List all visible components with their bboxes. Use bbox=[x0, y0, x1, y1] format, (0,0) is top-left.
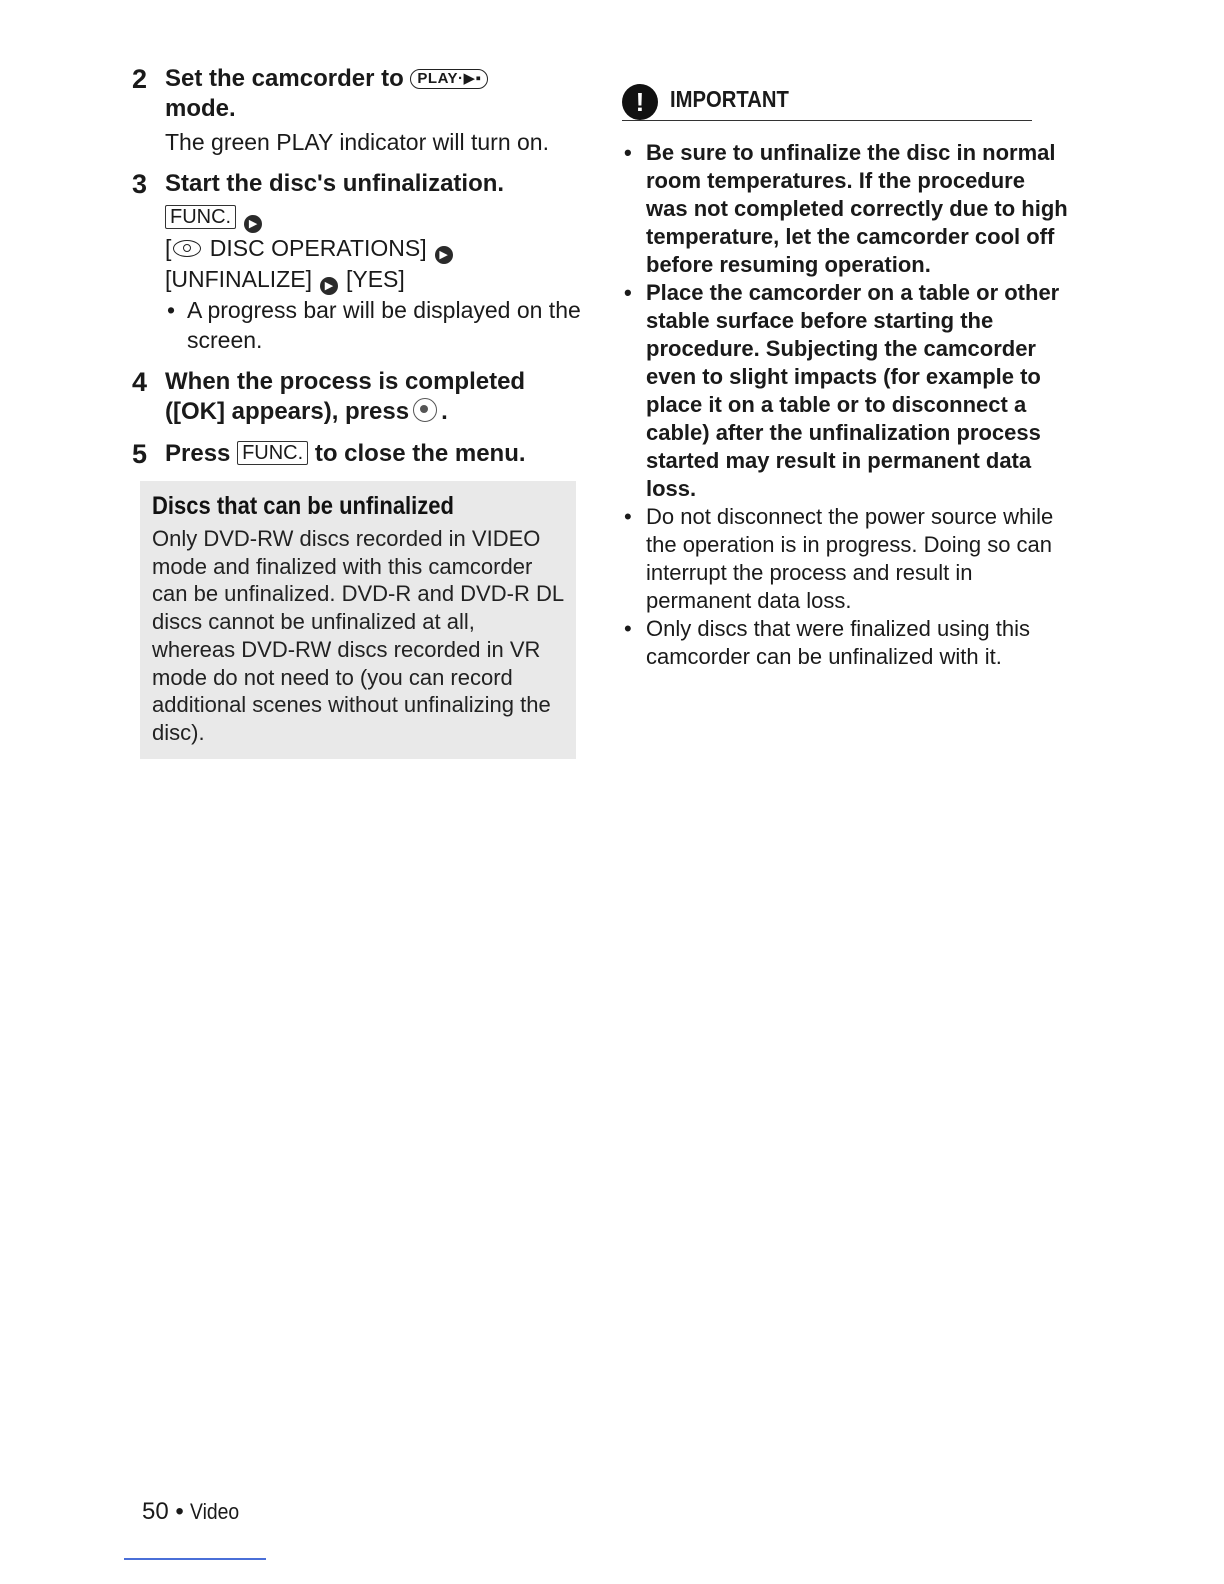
step-title: Press FUNC. to close the menu. bbox=[165, 440, 526, 467]
step-4 bbox=[132, 367, 587, 427]
joystick-icon bbox=[413, 398, 437, 422]
step-number: 4 bbox=[132, 367, 148, 397]
arrow-right-icon: ▶ bbox=[435, 246, 453, 264]
step-title: When the process is completed ([OK] appears), press . bbox=[165, 368, 526, 425]
list-item: • Do not disconnect the power source while the operation is in progress. Doing so can interrupt the process and result in permanent data loss. bbox=[622, 503, 1072, 615]
list-item: • Only discs that were finalized using this camcorder can be unfinalized with it. bbox=[622, 615, 1072, 671]
left-column bbox=[132, 64, 587, 481]
func-button-label: FUNC. bbox=[237, 441, 308, 465]
page-number: 50 bbox=[142, 1498, 169, 1525]
section-name: Video bbox=[190, 1499, 240, 1524]
list-item: • Place the camcorder on a table or other stable surface before starting the procedure. Subjecting the camcorder even to slight impacts (for example to place it on a table or to disconnect a cable) after the unfinalization process started may result in permanent data loss. bbox=[622, 279, 1072, 503]
important-list bbox=[622, 139, 1072, 671]
important-header bbox=[622, 80, 1032, 121]
list-item: • Be sure to unfinalize the disc in normal room temperatures. If the procedure was not completed correctly due to high temperature, let the camcorder cool off before resuming operation. bbox=[622, 139, 1072, 279]
list-item: • A progress bar will be displayed on the screen. bbox=[165, 295, 587, 355]
footer-rule bbox=[124, 1558, 266, 1560]
right-column bbox=[622, 80, 1072, 671]
step-2 bbox=[132, 64, 587, 157]
footer-bullet: • bbox=[175, 1498, 191, 1525]
step-number: 5 bbox=[132, 439, 148, 469]
menu-path: FUNC. ▶ [ DISC OPERATIONS] ▶ [UNFINALIZE] ▶ [YES] • A progress bar will be displayed on the screen. bbox=[165, 202, 587, 355]
disc-icon bbox=[173, 240, 201, 257]
note-title: Discs that can be unfinalized bbox=[152, 492, 454, 520]
play-mode-icon: PLAY·▶▪ bbox=[410, 69, 488, 89]
note-box bbox=[140, 481, 576, 759]
arrow-right-icon: ▶ bbox=[244, 215, 262, 233]
step-title: Start the disc's unfinalization. bbox=[165, 170, 505, 197]
exclamation-icon: ! bbox=[622, 84, 658, 120]
step-title: Set the camcorder to PLAY·▶▪ mode. bbox=[165, 64, 587, 124]
note-text: Only DVD-RW discs recorded in VIDEO mode and finalized with this camcorder can be unfinalized. DVD-R and DVD-R DL discs cannot be unfinalized at all, whereas DVD-RW discs recorded in VR mode do not need to (you can record additional scenes without unfinalizing the disc). bbox=[152, 526, 564, 745]
func-button-label: FUNC. bbox=[165, 205, 236, 229]
important-label: IMPORTANT bbox=[670, 86, 789, 112]
step-3 bbox=[132, 169, 587, 355]
step-body: The green PLAY indicator will turn on. bbox=[165, 129, 549, 155]
step-number: 3 bbox=[132, 169, 148, 199]
step-number: 2 bbox=[132, 64, 148, 94]
arrow-right-icon: ▶ bbox=[320, 277, 338, 295]
step-5 bbox=[132, 439, 587, 469]
page-footer bbox=[142, 1497, 246, 1527]
